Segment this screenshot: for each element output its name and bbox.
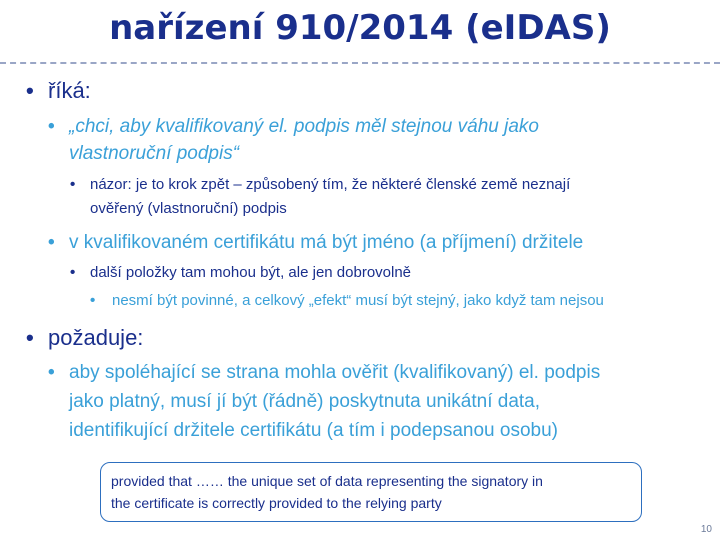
quote-callout-box <box>100 462 642 522</box>
quote-line-1: „chci, aby kvalifikovaný el. podpis měl stejnou váhu jako <box>69 116 539 137</box>
requirement-line-2: jako platný, musí jí být (řádně) poskytnuta unikátní data, <box>69 391 541 412</box>
bullet-icon: • <box>70 176 76 193</box>
bullet-icon: • <box>90 292 96 309</box>
heading-pozaduje: požaduje: <box>48 325 144 350</box>
optional-items: další položky tam mohou být, ale jen dobrovolně <box>90 264 412 281</box>
opinion-line-1: názor: je to krok zpět – způsobený tím, že některé členské země neznají <box>90 176 571 193</box>
page-number: 10 <box>700 524 712 535</box>
bullet-icon: • <box>26 325 34 350</box>
heading-rika: říká: <box>48 78 91 103</box>
callout-line-2: the certificate is correctly provided to the relying party <box>111 495 442 511</box>
bullet-icon: • <box>48 362 55 383</box>
bullet-icon: • <box>70 264 76 281</box>
not-mandatory-item: nesmí být povinné, a celkový „efekt“ musí být stejný, jako když tam nejsou <box>112 292 604 309</box>
requirement-line-3: identifikující držitele certifikátu (a tím i podepsanou osobu) <box>69 420 558 441</box>
bullet-icon: • <box>48 116 55 137</box>
quote-line-2: vlastnoruční podpis“ <box>69 143 240 164</box>
opinion-line-2: ověřený (vlastnoruční) podpis <box>90 200 287 217</box>
requirement-line-1: aby spoléhající se strana mohla ověřit (kvalifikovaný) el. podpis <box>69 362 601 383</box>
callout-line-1: provided that …… the unique set of data representing the signatory in <box>111 473 543 489</box>
slide-title: nařízení 910/2014 (eIDAS) <box>109 8 611 48</box>
bullet-icon: • <box>48 232 55 253</box>
bullet-icon: • <box>26 78 34 103</box>
title-divider <box>0 62 720 64</box>
certificate-name-item: v kvalifikovaném certifikátu má být jméno (a příjmení) držitele <box>69 232 584 253</box>
